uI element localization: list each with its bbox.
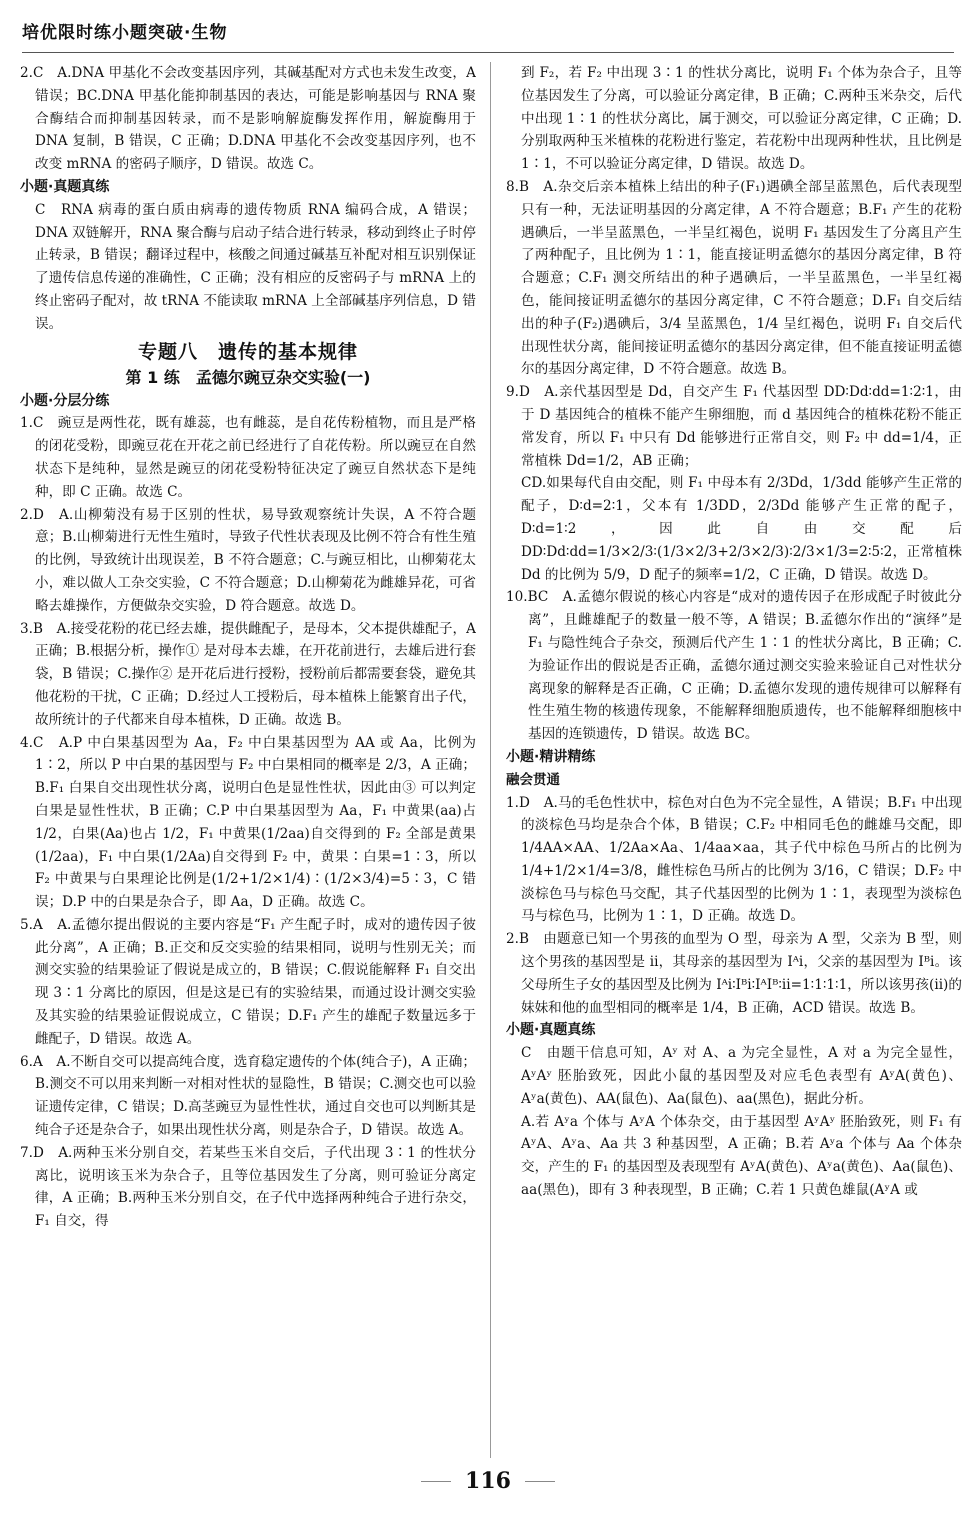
footer-dash-left	[421, 1481, 451, 1482]
section-heading: 小题·真题真练	[20, 178, 110, 195]
answer-item: 4.C A.P 中白果基因型为 Aa，F₂ 中白果基因型为 AA 或 Aa，比例为 1∶2，所以 P 中白果的基因型与 F₂ 中白果相同的概率是 2/3，A 正确；B.F₁ 白果自交出现性状分离，说明白色是显性性状，因此由③ 可以判定白果是显性性状，B 正确；C.P 中白果基因型为 Aa，F₁ 中黄果(aa)占 1/2，白果(Aa)也占 1/2，F₁ 中黄果(1/2aa)自交得到的 F₂ 全部是黄果(1/2aa)，F₁ 中白果(1/2Aa)自交得到 F₂ 中，黄果∶白果=1∶3，所以 F₂ 中黄果与白果理论比例是(1/2+1/2×1/4)∶(1/2×3/4)=5∶3，C 错误；D.P 中的白果是杂合子，即 Aa，D 正确。故选 C。	[20, 734, 476, 911]
page-header	[22, 18, 954, 58]
section-heading: 小题·分层分练	[20, 392, 110, 409]
answer-continuation: CD.如果每代自由交配，则 F₁ 中母本有 2/3Dd，1/3dd 能够产生正常的配子，D∶d=2∶1，父本有 1/3DD，2/3Dd 能够产生正常的配子，D∶d=1∶2，因此自由交配后 DD∶Dd∶dd=1/3×2/3∶(1/3×2/3+2/3×2/3)∶2/3×1/3=2∶5∶2，正常植株 Dd 的比例为 5/9，D 配子的频率=1/2，C 正确，D 错误。故选 D。	[521, 475, 962, 583]
lesson-title: 第 1 练 孟德尔豌豆杂交实验(一)	[125, 367, 371, 387]
page-footer	[0, 1468, 976, 1494]
answer-item: 6.A A.不断自交可以提高纯合度，选育稳定遗传的个体(纯合子)，A 正确；B.测交不可以用来判断一对相对性状的显隐性，B 错误；C.测交也可以验证遗传定律，C 错误；D.高茎豌豆为显性性状，通过自交也可以判断其是纯合子还是杂合子，如果出现性状分离，则是杂合子，D 错误。故选 A。	[20, 1053, 476, 1139]
right-column	[506, 62, 962, 1462]
topic-title: 专题八 遗传的基本规律	[137, 340, 358, 363]
book-title: 培优限时练小题突破·生物	[22, 23, 228, 43]
answer-item: 8.B A.杂交后亲本植株上结出的种子(F₁)遇碘全部呈蓝黑色，后代表现型只有一种，无法证明基因的分离定律，A 不符合题意；B.F₁ 产生的花粉遇碘后，一半呈蓝黑色，一半呈红褐色，说明 F₁ 基因发生了分离且产生了两种配子，且比例为 1∶1，能直接证明孟德尔的基因分离定律，B 符合题意；C.F₁ 测交所结出的种子遇碘后，一半呈蓝黑色，一半呈红褐色，能间接证明孟德尔的基因分离定律，C 不符合题意；D.F₁ 自交后结出的种子(F₂)遇碘后，3/4 呈蓝黑色，1/4 呈红褐色，说明 F₁ 自交后代出现性状分离，能间接证明孟德尔的基因分离定律，但不能直接证明孟德尔的基因分离定律，D 不符合题意。故选 B。	[506, 178, 962, 378]
answer-item: 2.D A.山柳菊没有易于区别的性状，易导致观察统计失误，A 不符合题意；B.山柳菊进行无性生殖时，导致子代性状表现及比例不符合有性生殖的比例，导致统计出现误差，B 不符合题意；C.与豌豆相比，山柳菊花太小，难以做人工杂交实验，C 不符合题意；D.山柳菊花为雌雄异花，可省略去雄操作，方便做杂交实验，D 符合题意。故选 D。	[20, 506, 476, 614]
header-rule	[22, 52, 954, 53]
answer-paragraph: C 由题干信息可知，Aʸ 对 A、a 为完全显性，A 对 a 为完全显性，AʸAʸ 胚胎致死，因此小鼠的基因型及对应毛色表型有 AʸA(黄色)、Aʸa(黄色)、AA(鼠色)、Aa(鼠色)、aa(黑色)，据此分析。	[521, 1045, 962, 1107]
answer-paragraph: 2.C A.DNA 甲基化不会改变基因序列，其碱基配对方式也未发生改变，A 错误；BC.DNA 甲基化能抑制基因的表达，可能是影响基因与 RNA 聚合酶结合而抑制基因转录，而不是影响解旋酶发挥作用，解旋酶用于 DNA 复制，B 错误，C 正确；D.DNA 甲基化不会改变基因序列，也不改变 mRNA 的密码子顺序，D 错误。故选 C。	[20, 65, 476, 173]
answer-paragraph: A.若 Aʸa 个体与 AʸA 个体杂交，由于基因型 AʸAʸ 胚胎致死，则 F₁ 有 AʸA、Aʸa、Aa 共 3 种基因型，A 正确；B.若 Aʸa 个体与 Aa 个体杂交，产生的 F₁ 的基因型及表现型有 AʸA(黄色)、Aʸa(黄色)、Aa(鼠色)、aa(黑色)，即有 3 种表现型，B 正确；C.若 1 只黄色雄鼠(AʸA 或	[521, 1113, 962, 1199]
answer-item: 5.A A.孟德尔提出假说的主要内容是“F₁ 产生配子时，成对的遗传因子彼此分离”，A 正确；B.正交和反交实验的结果相同，说明与性别无关；而测交实验的结果验证了假说是成立的，B 错误；C.假说能解释 F₁ 自交出现 3∶1 分离比的原因，但是这是已有的实验结果，而通过设计测交实验及其实验的结果验证假说成立，C 错误；D.F₁ 产生的雄配子数量远多于雌配子，D 错误。故选 A。	[20, 916, 476, 1047]
answer-paragraph: C RNA 病毒的蛋白质由病毒的遗传物质 RNA 编码合成，A 错误；DNA 双链解开，RNA 聚合酶与启动子结合进行转录，移动到终止子时停止转录，B 错误；翻译过程中，核酸之间通过碱基互补配对相互识别保证了遗传信息传递的准确性，C 正确；没有相应的反密码子与 mRNA 上的终止密码子配对，故 tRNA 不能读取 mRNA 上全部碱基序列信息，D 错误。	[35, 201, 476, 332]
answer-item: 1.C 豌豆是两性花，既有雄蕊，也有雌蕊，是自花传粉植物，而且是严格的闭花受粉，即豌豆花在开花之前已经进行了自花传粉。所以豌豆在自然状态下是纯种，显然是豌豆的闭花受粉特征决定了豌豆自然状态下是纯种，即 C 正确。故选 C。	[20, 415, 476, 500]
answer-item: 10.BC A.孟德尔假说的核心内容是“成对的遗传因子在形成配子时彼此分离”，且雌雄配子的数量一般不等，A 错误；B.孟德尔作出的“演绎”是 F₁ 与隐性纯合子杂交，预测后代产生 1∶1 的性状分离比，B 正确；C.为验证作出的假说是否正确，孟德尔通过测交实验来验证自己对性状分离现象的解释是否正确，C 正确；D.孟德尔发现的遗传规律可以解释有性生殖生物的核遗传现象，不能解释细胞质遗传，也不能解释细胞核中基因的连锁遗传，D 错误。故选 BC。	[506, 589, 962, 743]
footer-dash-right	[525, 1481, 555, 1482]
answer-item: 7.D A.两种玉米分别自交，若某些玉米自交后，子代出现 3∶1 的性状分离比，说明该玉米为杂合子，且等位基因发生了分离，则可验证分离定律，A 正确；B.两种玉米分别自交，在子代中选择两种纯合子进行杂交，F₁ 自交，得	[20, 1144, 476, 1230]
left-column	[20, 62, 476, 1462]
subsection-heading: 融会贯通	[506, 771, 560, 788]
answer-continuation: 到 F₂，若 F₂ 中出现 3∶1 的性状分离比，说明 F₁ 个体为杂合子，且等位基因发生了分离，可以验证分离定律，B 正确；C.两种玉米杂交，后代中出现 1∶1 的性状分离比，属于测交，可以验证分离定律，C 正确；D.分别取两种玉米植株的花粉进行鉴定，若花粉中出现两种性状，且比例是 1∶1，不可以验证分离定律，D 错误。故选 D。	[521, 65, 962, 173]
section-heading: 小题·真题真练	[506, 1022, 596, 1039]
column-divider	[490, 62, 491, 1458]
answer-item: 9.D A.亲代基因型是 Dd，自交产生 F₁ 代基因型 DD∶Dd∶dd=1∶2∶1，由于 D 基因纯合的植株不能产生卵细胞，而 d 基因纯合的植株花粉不能正常发育，所以 F₁ 中只有 Dd 能够进行正常自交，则 F₂ 中 dd=1/4，正常植株 Dd=1/2，AB 正确；	[506, 384, 962, 469]
answer-item: 2.B 由题意已知一个男孩的血型为 O 型，母亲为 A 型，父亲为 B 型，则这个男孩的基因型是 ii，其母亲的基因型为 Iᴬi，父亲的基因型为 Iᴮi。该父母所生子女的基因型及比例为 Iᴬi∶Iᴮi∶IᴬIᴮ∶ii=1∶1∶1∶1，所以该男孩(ii)的妹妹和他的血型相同的概率是 1/4，B 正确，ACD 错误。故选 B。	[506, 931, 962, 1016]
answer-item: 1.D A.马的毛色性状中，棕色对白色为不完全显性，A 错误；B.F₁ 中出现的淡棕色马均是杂合个体，B 错误；C.F₂ 中相同毛色的雌雄马交配，即 1/4AA×AA、1/2Aa×Aa、1/4aa×aa，其子代中棕色马所占的比例为 1/4+1/2×1/4=3/8，雌性棕色马所占的比例为 3/16，C 错误；D.F₂ 中淡棕色马与棕色马交配，其子代基因型的比例为 1∶1，表现型为淡棕色马与棕色马，比例为 1∶1，D 正确。故选 D。	[506, 794, 962, 925]
answer-item: 3.B A.接受花粉的花已经去雄，提供雌配子，是母本，父本提供雄配子，A 正确；B.根据分析，操作① 是对母本去雄，在开花前进行，去雄后进行套袋，B 错误；C.操作② 是开花后进行授粉，授粉前后都需要套袋，避免其他花粉的干扰，C 正确；D.经过人工授粉后，母本植株上能繁育出子代，故所统计的子代都来自母本植株，D 正确。故选 B。	[20, 620, 476, 728]
section-heading: 小题·精讲精练	[506, 748, 596, 765]
page-number: 116	[465, 1468, 511, 1494]
